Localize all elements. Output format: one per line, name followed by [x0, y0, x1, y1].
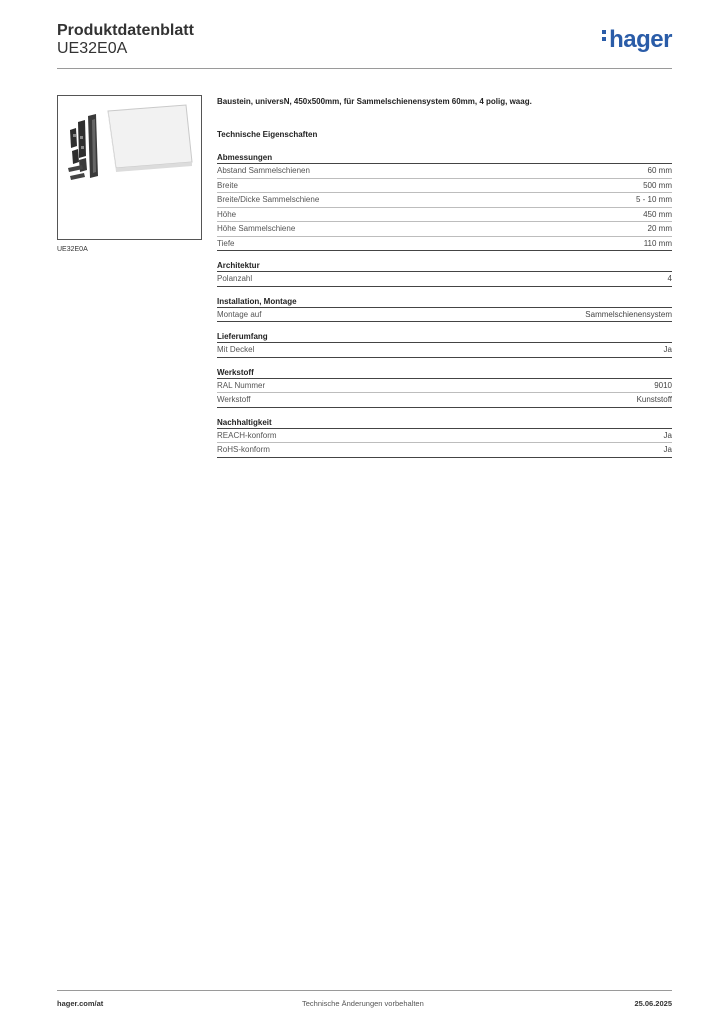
- table-row: [217, 208, 672, 223]
- section-werkstoff: [217, 367, 672, 408]
- product-description: Baustein, universN, 450x500mm, für Sammelschienensystem 60mm, 4 polig, waag.: [217, 97, 532, 106]
- section-title: Lieferumfang: [217, 331, 672, 343]
- footer-note: Technische Änderungen vorbehalten: [302, 999, 424, 1008]
- logo-text: hager: [609, 26, 672, 53]
- header-divider: [57, 68, 672, 69]
- row-value: 450 mm: [643, 209, 672, 219]
- row-value: 9010: [654, 380, 672, 390]
- section-title: Installation, Montage: [217, 296, 672, 308]
- row-label: Werkstoff: [217, 395, 251, 404]
- table-row: [217, 164, 672, 179]
- row-label: REACH-konform: [217, 430, 277, 440]
- product-details: [217, 97, 672, 467]
- section-lieferumfang: [217, 331, 672, 358]
- row-value: 20 mm: [647, 224, 672, 233]
- section-title: Abmessungen: [217, 152, 672, 164]
- busbar-module-illustration: [58, 96, 201, 239]
- row-value: 500 mm: [643, 180, 672, 190]
- tech-properties-heading: Technische Eigenschaften: [217, 130, 318, 139]
- row-label: Höhe Sammelschiene: [217, 224, 296, 233]
- row-value: Ja: [663, 445, 672, 454]
- section-title: Architektur: [217, 260, 672, 272]
- section-architektur: [217, 260, 672, 287]
- page-title: Produktdatenblatt: [57, 22, 194, 39]
- row-value: 5 - 10 mm: [635, 195, 672, 204]
- section-title: Werkstoff: [217, 367, 672, 379]
- table-row: [217, 379, 672, 394]
- table-row: [217, 193, 672, 208]
- row-label: RAL Nummer: [217, 380, 266, 390]
- section-installation: [217, 296, 672, 323]
- row-value: Ja: [663, 345, 672, 354]
- row-label: Polanzahl: [217, 274, 253, 283]
- row-label: Tiefe: [217, 238, 235, 248]
- section-nachhaltigkeit: [217, 417, 672, 458]
- table-row: [217, 179, 672, 194]
- image-caption: UE32E0A: [57, 246, 88, 253]
- table-row: [217, 237, 672, 252]
- footer-divider: [57, 990, 672, 991]
- row-label: RoHS-konform: [217, 445, 270, 454]
- section-title: Nachhaltigkeit: [217, 417, 672, 429]
- row-value: Kunststoff: [636, 395, 672, 404]
- footer-date: 25.06.2025: [634, 999, 672, 1008]
- logo-dots-icon: [602, 30, 607, 44]
- table-row: [217, 272, 672, 287]
- table-row: [217, 222, 672, 237]
- table-row: [217, 343, 672, 358]
- product-code: UE32E0A: [57, 40, 128, 57]
- row-value: Sammelschienensystem: [585, 309, 672, 319]
- row-value: 60 mm: [647, 166, 672, 175]
- footer-website-link[interactable]: hager.com/at: [57, 999, 104, 1008]
- row-label: Mit Deckel: [217, 345, 255, 354]
- row-value: 4: [667, 274, 672, 283]
- row-label: Höhe: [217, 209, 237, 219]
- table-row: [217, 308, 672, 323]
- hager-logo[interactable]: [602, 28, 672, 52]
- table-row: [217, 393, 672, 408]
- section-abmessungen: [217, 152, 672, 251]
- row-label: Breite: [217, 180, 238, 190]
- row-label: Montage auf: [217, 309, 262, 319]
- table-row: [217, 443, 672, 458]
- product-image: [57, 95, 202, 240]
- row-value: 110 mm: [643, 238, 672, 248]
- table-row: [217, 429, 672, 444]
- row-label: Breite/Dicke Sammelschiene: [217, 195, 320, 204]
- row-value: Ja: [663, 430, 672, 440]
- row-label: Abstand Sammelschienen: [217, 166, 310, 175]
